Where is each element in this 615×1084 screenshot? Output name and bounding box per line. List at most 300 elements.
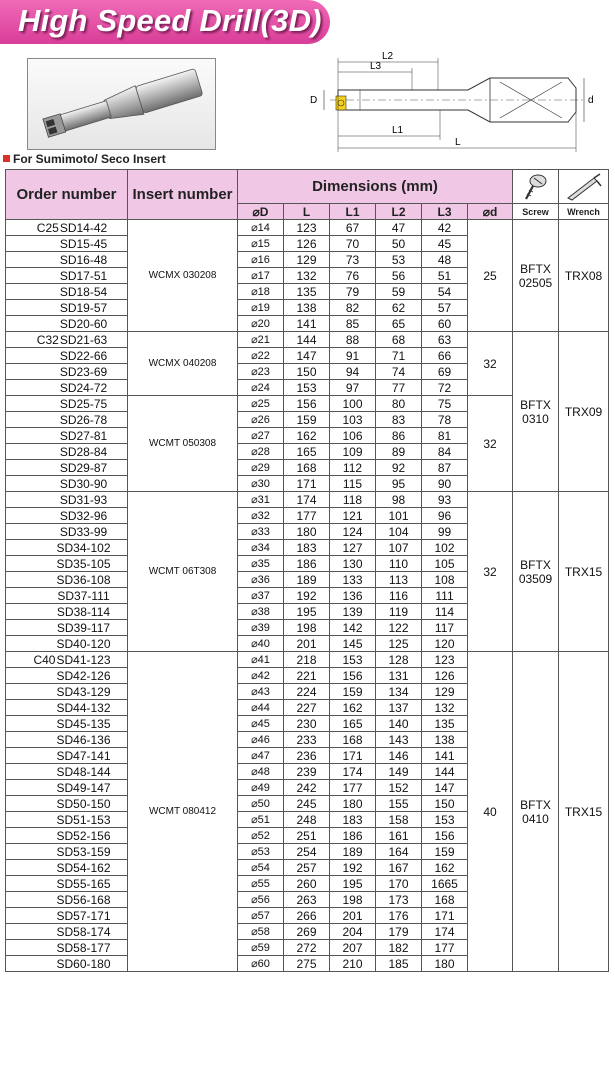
dim-l3-cell: 93 <box>422 492 468 508</box>
dim-l3-cell: 123 <box>422 652 468 668</box>
shank-dia-cell: 40 <box>468 652 513 972</box>
dim-l2-cell: 125 <box>376 636 422 652</box>
dim-l-cell: 186 <box>284 556 330 572</box>
dia-d-cell: ⌀16 <box>238 252 284 268</box>
order-cell <box>6 700 128 716</box>
dim-l-cell: 138 <box>284 300 330 316</box>
order-number: SD21-63 <box>59 332 108 347</box>
dim-l2-cell: 149 <box>376 764 422 780</box>
dia-d-cell: ⌀42 <box>238 668 284 684</box>
insert-note-text: For Sumimoto/ Seco Insert <box>13 152 166 166</box>
dia-d-cell: ⌀30 <box>238 476 284 492</box>
header-dia-shank: ⌀d <box>468 204 513 220</box>
order-number: SD52-156 <box>56 828 111 843</box>
dim-l2-cell: 92 <box>376 460 422 476</box>
dim-l-cell: 239 <box>284 764 330 780</box>
dia-d-cell: ⌀60 <box>238 956 284 972</box>
dim-l1-cell: 192 <box>330 860 376 876</box>
dim-l3-cell: 78 <box>422 412 468 428</box>
dim-l1-cell: 85 <box>330 316 376 332</box>
order-number: SD19-57 <box>59 300 108 315</box>
order-number: SD40-120 <box>56 636 111 651</box>
order-cell <box>6 332 128 348</box>
dim-l3-cell: 138 <box>422 732 468 748</box>
dia-d-cell: ⌀26 <box>238 412 284 428</box>
diagram-label-l: L <box>455 137 461 148</box>
dia-d-cell: ⌀47 <box>238 748 284 764</box>
dim-l2-cell: 161 <box>376 828 422 844</box>
order-cell <box>6 908 128 924</box>
order-cell <box>6 284 128 300</box>
header-dimensions: Dimensions (mm) <box>238 170 513 204</box>
order-cell <box>6 844 128 860</box>
drill-dimension-diagram <box>300 50 600 162</box>
wrench-cell: TRX15 <box>559 492 609 652</box>
shank-dia-cell: 32 <box>468 396 513 492</box>
table-row <box>6 220 609 236</box>
spec-table <box>5 169 609 972</box>
dim-l3-cell: 72 <box>422 380 468 396</box>
dim-l3-cell: 105 <box>422 556 468 572</box>
order-number: SD50-150 <box>56 796 111 811</box>
dim-l1-cell: 118 <box>330 492 376 508</box>
header-l1: L1 <box>330 204 376 220</box>
dim-l2-cell: 182 <box>376 940 422 956</box>
header-screw-icon-cell <box>513 170 559 204</box>
dim-l1-cell: 201 <box>330 908 376 924</box>
dim-l3-cell: 114 <box>422 604 468 620</box>
dim-l2-cell: 152 <box>376 780 422 796</box>
order-cell <box>6 652 128 668</box>
order-number: SD18-54 <box>59 284 108 299</box>
dim-l3-cell: 69 <box>422 364 468 380</box>
dia-d-cell: ⌀22 <box>238 348 284 364</box>
dim-l2-cell: 137 <box>376 700 422 716</box>
order-number: SD32-96 <box>59 508 108 523</box>
dim-l3-cell: 177 <box>422 940 468 956</box>
dia-d-cell: ⌀54 <box>238 860 284 876</box>
dim-l2-cell: 47 <box>376 220 422 236</box>
dim-l1-cell: 124 <box>330 524 376 540</box>
dim-l-cell: 165 <box>284 444 330 460</box>
dim-l3-cell: 66 <box>422 348 468 364</box>
dim-l2-cell: 116 <box>376 588 422 604</box>
dim-l-cell: 147 <box>284 348 330 364</box>
order-cell <box>6 412 128 428</box>
dim-l1-cell: 162 <box>330 700 376 716</box>
dim-l3-cell: 81 <box>422 428 468 444</box>
dim-l2-cell: 62 <box>376 300 422 316</box>
dim-l1-cell: 153 <box>330 652 376 668</box>
dia-d-cell: ⌀14 <box>238 220 284 236</box>
dia-d-cell: ⌀56 <box>238 892 284 908</box>
dim-l-cell: 269 <box>284 924 330 940</box>
dia-d-cell: ⌀31 <box>238 492 284 508</box>
order-number: SD60-180 <box>56 956 111 971</box>
dia-d-cell: ⌀41 <box>238 652 284 668</box>
order-number: SD51-153 <box>56 812 111 827</box>
order-number: SD55-165 <box>56 876 111 891</box>
order-number: SD31-93 <box>59 492 108 507</box>
order-number: SD16-48 <box>59 252 108 267</box>
dim-l1-cell: 115 <box>330 476 376 492</box>
dim-l3-cell: 48 <box>422 252 468 268</box>
dim-l-cell: 159 <box>284 412 330 428</box>
dim-l2-cell: 86 <box>376 428 422 444</box>
dia-d-cell: ⌀23 <box>238 364 284 380</box>
dia-d-cell: ⌀46 <box>238 732 284 748</box>
order-cell <box>6 940 128 956</box>
header-wrench-icon-cell <box>559 170 609 204</box>
dim-l1-cell: 195 <box>330 876 376 892</box>
dim-l1-cell: 79 <box>330 284 376 300</box>
order-cell <box>6 604 128 620</box>
order-cell <box>6 316 128 332</box>
dim-l3-cell: 120 <box>422 636 468 652</box>
dim-l1-cell: 186 <box>330 828 376 844</box>
dim-l-cell: 224 <box>284 684 330 700</box>
screw-cell: BFTX 02505 <box>513 220 559 332</box>
diagram-label-l1: L1 <box>392 125 404 136</box>
dim-l2-cell: 95 <box>376 476 422 492</box>
dim-l1-cell: 139 <box>330 604 376 620</box>
dim-l1-cell: 198 <box>330 892 376 908</box>
screw-icon <box>522 172 550 202</box>
dim-l-cell: 174 <box>284 492 330 508</box>
dim-l-cell: 162 <box>284 428 330 444</box>
order-cell <box>6 732 128 748</box>
dia-d-cell: ⌀50 <box>238 796 284 812</box>
dim-l2-cell: 89 <box>376 444 422 460</box>
dia-d-cell: ⌀39 <box>238 620 284 636</box>
dim-l1-cell: 159 <box>330 684 376 700</box>
dim-l1-cell: 168 <box>330 732 376 748</box>
header-insert-number: Insert number <box>128 170 238 220</box>
dia-d-cell: ⌀55 <box>238 876 284 892</box>
insert-number-cell: WCMT 06T308 <box>128 492 238 652</box>
order-number: SD46-136 <box>56 732 111 747</box>
dim-l-cell: 183 <box>284 540 330 556</box>
dia-d-cell: ⌀25 <box>238 396 284 412</box>
dim-l3-cell: 117 <box>422 620 468 636</box>
dim-l3-cell: 1665 <box>422 876 468 892</box>
dim-l-cell: 248 <box>284 812 330 828</box>
dim-l3-cell: 171 <box>422 908 468 924</box>
dim-l2-cell: 53 <box>376 252 422 268</box>
shank-dia-cell: 32 <box>468 492 513 652</box>
dia-d-cell: ⌀28 <box>238 444 284 460</box>
dim-l1-cell: 133 <box>330 572 376 588</box>
order-number: SD58-177 <box>56 940 111 955</box>
dim-l-cell: 198 <box>284 620 330 636</box>
dim-l-cell: 275 <box>284 956 330 972</box>
order-cell <box>6 956 128 972</box>
dim-l2-cell: 74 <box>376 364 422 380</box>
dim-l-cell: 227 <box>284 700 330 716</box>
dim-l3-cell: 96 <box>422 508 468 524</box>
dia-d-cell: ⌀57 <box>238 908 284 924</box>
header-dia-d: ⌀D <box>238 204 284 220</box>
dia-d-cell: ⌀58 <box>238 924 284 940</box>
dim-l2-cell: 146 <box>376 748 422 764</box>
dim-l-cell: 233 <box>284 732 330 748</box>
order-cell <box>6 876 128 892</box>
order-cell <box>6 828 128 844</box>
dim-l1-cell: 174 <box>330 764 376 780</box>
dim-l3-cell: 159 <box>422 844 468 860</box>
dim-l3-cell: 144 <box>422 764 468 780</box>
dim-l2-cell: 140 <box>376 716 422 732</box>
dim-l1-cell: 106 <box>330 428 376 444</box>
order-number: SD37-111 <box>57 588 110 603</box>
dim-l3-cell: 57 <box>422 300 468 316</box>
order-cell <box>6 892 128 908</box>
dia-d-cell: ⌀32 <box>238 508 284 524</box>
dim-l2-cell: 173 <box>376 892 422 908</box>
dim-l2-cell: 170 <box>376 876 422 892</box>
dim-l3-cell: 102 <box>422 540 468 556</box>
dim-l-cell: 141 <box>284 316 330 332</box>
order-cell <box>6 812 128 828</box>
dim-l-cell: 260 <box>284 876 330 892</box>
header-order-number: Order number <box>6 170 128 220</box>
shank-class-label: C25 <box>36 220 59 235</box>
dim-l2-cell: 77 <box>376 380 422 396</box>
order-cell <box>6 252 128 268</box>
dim-l1-cell: 136 <box>330 588 376 604</box>
order-number: SD17-51 <box>59 268 108 283</box>
dia-d-cell: ⌀44 <box>238 700 284 716</box>
order-number: SD27-81 <box>59 428 108 443</box>
dia-d-cell: ⌀33 <box>238 524 284 540</box>
order-number: SD23-69 <box>59 364 108 379</box>
shank-class-label: C32 <box>36 332 59 347</box>
table-row <box>6 492 609 508</box>
order-number: SD41-123 <box>56 652 111 667</box>
dim-l-cell: 132 <box>284 268 330 284</box>
dim-l-cell: 230 <box>284 716 330 732</box>
dim-l-cell: 192 <box>284 588 330 604</box>
order-cell <box>6 924 128 940</box>
dim-l3-cell: 42 <box>422 220 468 236</box>
header-wrench: Wrench <box>559 204 609 220</box>
dim-l-cell: 189 <box>284 572 330 588</box>
dim-l-cell: 150 <box>284 364 330 380</box>
dim-l3-cell: 150 <box>422 796 468 812</box>
dim-l3-cell: 54 <box>422 284 468 300</box>
order-number: SD14-42 <box>59 220 108 235</box>
dim-l-cell: 236 <box>284 748 330 764</box>
dim-l1-cell: 112 <box>330 460 376 476</box>
bullet-square-icon <box>3 155 10 162</box>
table-row <box>6 652 609 668</box>
dim-l-cell: 168 <box>284 460 330 476</box>
order-number: SD58-174 <box>56 924 111 939</box>
dim-l2-cell: 185 <box>376 956 422 972</box>
dim-l3-cell: 135 <box>422 716 468 732</box>
diagram-label-d-small: d <box>588 95 594 106</box>
dia-d-cell: ⌀29 <box>238 460 284 476</box>
dim-l3-cell: 168 <box>422 892 468 908</box>
dim-l2-cell: 134 <box>376 684 422 700</box>
insert-number-cell: WCMX 030208 <box>128 220 238 332</box>
dia-d-cell: ⌀34 <box>238 540 284 556</box>
dim-l-cell: 221 <box>284 668 330 684</box>
dia-d-cell: ⌀27 <box>238 428 284 444</box>
dim-l3-cell: 99 <box>422 524 468 540</box>
order-number: SD56-168 <box>56 892 111 907</box>
diagram-label-d-large: D <box>310 95 318 106</box>
order-cell <box>6 556 128 572</box>
dia-d-cell: ⌀49 <box>238 780 284 796</box>
dim-l3-cell: 147 <box>422 780 468 796</box>
dia-d-cell: ⌀40 <box>238 636 284 652</box>
dim-l1-cell: 142 <box>330 620 376 636</box>
dia-d-cell: ⌀20 <box>238 316 284 332</box>
dim-l1-cell: 207 <box>330 940 376 956</box>
dim-l1-cell: 130 <box>330 556 376 572</box>
dim-l1-cell: 94 <box>330 364 376 380</box>
screw-cell: BFTX 0410 <box>513 652 559 972</box>
order-cell <box>6 540 128 556</box>
dim-l1-cell: 109 <box>330 444 376 460</box>
dim-l3-cell: 87 <box>422 460 468 476</box>
dia-d-cell: ⌀24 <box>238 380 284 396</box>
shank-dia-cell: 32 <box>468 332 513 396</box>
dia-d-cell: ⌀19 <box>238 300 284 316</box>
dia-d-cell: ⌀52 <box>238 828 284 844</box>
diagram-label-l2: L2 <box>382 51 394 62</box>
dim-l-cell: 144 <box>284 332 330 348</box>
header-l3: L3 <box>422 204 468 220</box>
insert-number-cell: WCMX 040208 <box>128 332 238 396</box>
wrench-cell: TRX08 <box>559 220 609 332</box>
order-number: SD42-126 <box>56 668 111 683</box>
dim-l1-cell: 177 <box>330 780 376 796</box>
dia-d-cell: ⌀15 <box>238 236 284 252</box>
table-row <box>6 332 609 348</box>
order-cell <box>6 460 128 476</box>
dim-l1-cell: 165 <box>330 716 376 732</box>
order-number: SD25-75 <box>59 396 108 411</box>
order-cell <box>6 524 128 540</box>
order-number: SD34-102 <box>56 540 111 555</box>
shank-class-label: C40 <box>33 652 56 667</box>
dim-l-cell: 177 <box>284 508 330 524</box>
dim-l-cell: 242 <box>284 780 330 796</box>
dim-l1-cell: 97 <box>330 380 376 396</box>
dia-d-cell: ⌀36 <box>238 572 284 588</box>
dim-l2-cell: 71 <box>376 348 422 364</box>
dim-l1-cell: 210 <box>330 956 376 972</box>
dim-l2-cell: 119 <box>376 604 422 620</box>
dia-d-cell: ⌀59 <box>238 940 284 956</box>
order-number: SD29-87 <box>59 460 108 475</box>
dim-l2-cell: 56 <box>376 268 422 284</box>
order-number: SD48-144 <box>56 764 111 779</box>
dim-l-cell: 126 <box>284 236 330 252</box>
dim-l1-cell: 67 <box>330 220 376 236</box>
dim-l-cell: 171 <box>284 476 330 492</box>
dim-l3-cell: 63 <box>422 332 468 348</box>
dim-l2-cell: 83 <box>376 412 422 428</box>
dim-l-cell: 254 <box>284 844 330 860</box>
dim-l-cell: 245 <box>284 796 330 812</box>
dim-l1-cell: 100 <box>330 396 376 412</box>
dim-l3-cell: 153 <box>422 812 468 828</box>
dim-l3-cell: 108 <box>422 572 468 588</box>
dim-l2-cell: 122 <box>376 620 422 636</box>
dim-l-cell: 218 <box>284 652 330 668</box>
page-title: High Speed Drill(3D) <box>18 3 322 38</box>
order-cell <box>6 508 128 524</box>
dim-l2-cell: 107 <box>376 540 422 556</box>
dim-l1-cell: 204 <box>330 924 376 940</box>
dim-l1-cell: 183 <box>330 812 376 828</box>
dia-d-cell: ⌀17 <box>238 268 284 284</box>
dim-l-cell: 195 <box>284 604 330 620</box>
order-cell <box>6 492 128 508</box>
shank-dia-cell: 25 <box>468 220 513 332</box>
insert-note <box>3 152 166 166</box>
order-cell <box>6 572 128 588</box>
dim-l-cell: 257 <box>284 860 330 876</box>
dim-l3-cell: 132 <box>422 700 468 716</box>
header-l2: L2 <box>376 204 422 220</box>
dim-l1-cell: 127 <box>330 540 376 556</box>
drill-photo <box>27 58 216 150</box>
dim-l3-cell: 174 <box>422 924 468 940</box>
dim-l3-cell: 51 <box>422 268 468 284</box>
dim-l3-cell: 162 <box>422 860 468 876</box>
header-l: L <box>284 204 330 220</box>
order-number: SD22-66 <box>59 348 108 363</box>
order-cell <box>6 764 128 780</box>
order-number: SD54-162 <box>56 860 111 875</box>
dim-l1-cell: 91 <box>330 348 376 364</box>
dim-l2-cell: 101 <box>376 508 422 524</box>
order-number: SD47-141 <box>56 748 111 763</box>
dim-l-cell: 153 <box>284 380 330 396</box>
order-cell <box>6 476 128 492</box>
order-cell <box>6 364 128 380</box>
wrench-icon <box>564 172 604 202</box>
dim-l3-cell: 45 <box>422 236 468 252</box>
dim-l1-cell: 88 <box>330 332 376 348</box>
dim-l3-cell: 156 <box>422 828 468 844</box>
order-cell <box>6 796 128 812</box>
order-number: SD30-90 <box>59 476 108 491</box>
dia-d-cell: ⌀45 <box>238 716 284 732</box>
dim-l1-cell: 171 <box>330 748 376 764</box>
dim-l2-cell: 113 <box>376 572 422 588</box>
dim-l2-cell: 50 <box>376 236 422 252</box>
order-number: SD53-159 <box>56 844 111 859</box>
order-number: SD38-114 <box>56 604 111 619</box>
order-number: SD28-84 <box>59 444 108 459</box>
order-number: SD24-72 <box>59 380 108 395</box>
title-banner <box>0 0 330 44</box>
order-number: SD26-78 <box>59 412 108 427</box>
dim-l-cell: 251 <box>284 828 330 844</box>
dia-d-cell: ⌀48 <box>238 764 284 780</box>
dia-d-cell: ⌀38 <box>238 604 284 620</box>
order-cell <box>6 268 128 284</box>
dim-l2-cell: 143 <box>376 732 422 748</box>
dim-l2-cell: 164 <box>376 844 422 860</box>
wrench-cell: TRX15 <box>559 652 609 972</box>
dim-l-cell: 272 <box>284 940 330 956</box>
